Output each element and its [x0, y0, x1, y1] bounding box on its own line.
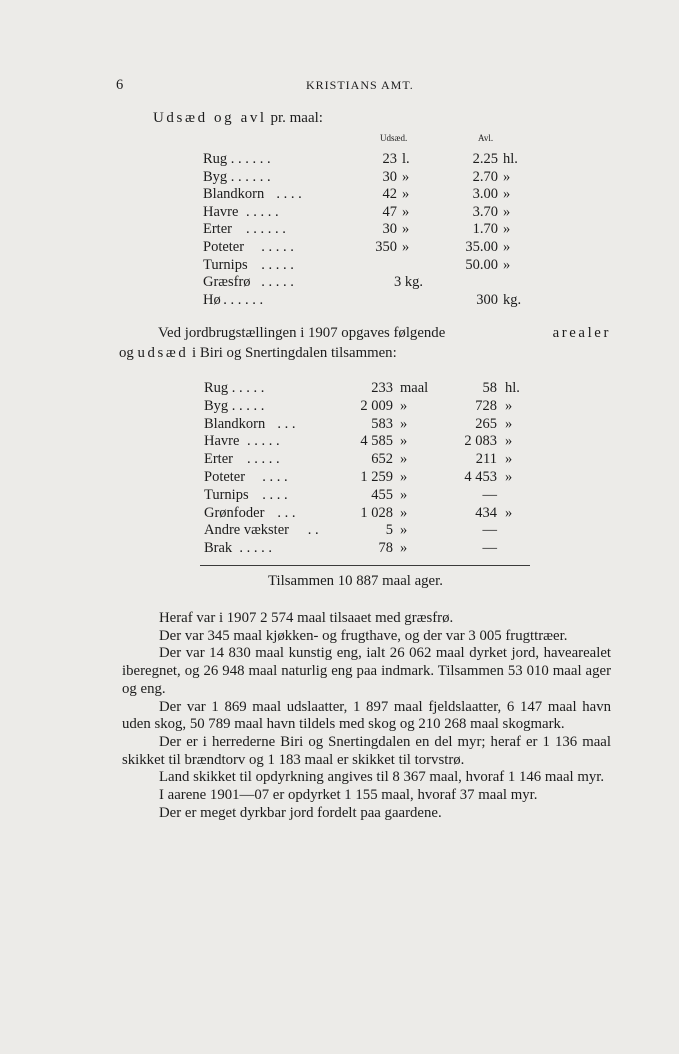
- table2-dots: . . . .: [262, 469, 288, 485]
- table2-yield: —: [482, 522, 497, 539]
- table1-dots: . . . . . .: [246, 221, 286, 238]
- table1-dots: . . . . .: [246, 203, 279, 220]
- body-paragraph: Heraf var i 1907 2 574 maal tilsaaet med græsfrø.: [159, 610, 454, 626]
- table1-yield: 3.00: [472, 186, 498, 203]
- table1-yield-unit: »: [503, 186, 511, 203]
- table1-dots: . . . .: [276, 186, 302, 203]
- table2-yield-unit: »: [505, 397, 513, 414]
- intro-line-1: [158, 325, 611, 342]
- table2-dots: . . . . .: [231, 380, 265, 396]
- table1-seed-unit: »: [402, 186, 410, 203]
- table1-seed: 350: [375, 239, 397, 255]
- table2-dots: . . .: [277, 504, 296, 521]
- table1-seed: 30: [382, 168, 397, 185]
- table1-yield-unit: »: [503, 239, 511, 255]
- table1-yield-unit: hl.: [503, 151, 518, 167]
- table2-crop: Havre: [204, 433, 240, 450]
- table1-yield: 300: [476, 291, 498, 308]
- table2-crop: Turnips: [204, 486, 249, 503]
- table1-seed: 23: [382, 151, 397, 167]
- table2-area-unit: »: [400, 522, 408, 539]
- table2-dots: . . . . .: [239, 540, 273, 557]
- table1-yield: 50.00: [465, 256, 498, 273]
- table1-yield: 1.70: [472, 221, 498, 238]
- table2-dots: . . . .: [262, 486, 288, 503]
- table1-seed: 42: [382, 186, 397, 203]
- table2-area-unit: maal: [400, 380, 429, 396]
- table2-dots: . . . . .: [247, 451, 280, 468]
- table1-crop: Poteter: [203, 239, 245, 255]
- table1-heading-spaced: Udsæd og avl: [153, 110, 267, 126]
- body-paragraph: Der er i herrederne Biri og Snertingdalen en del myr; heraf er 1 136 maal skikket til brændtorv og 1 183 maal er skikket til torvstrø.: [122, 733, 611, 768]
- body-paragraph: Der var 345 maal kjøkken- og frugthave, og der var 3 005 frugttræer.: [159, 627, 568, 644]
- table2-area: 78: [378, 540, 393, 557]
- table1-heading: [153, 110, 323, 127]
- table2-area-unit: »: [400, 469, 408, 485]
- table1-yield-unit: »: [503, 203, 511, 220]
- table1-col-yield: Avl.: [478, 133, 494, 143]
- table1-crop: Havre: [203, 203, 239, 220]
- table2-dots: . .: [307, 522, 319, 539]
- table1-dots: . . . . . .: [223, 291, 264, 308]
- table2-area-unit: »: [400, 415, 408, 432]
- table2-yield: —: [482, 486, 497, 503]
- table2-area-unit: »: [400, 540, 408, 557]
- table2-yield-unit: »: [505, 504, 513, 521]
- intro-text-2: i Biri og Snertingdalen tilsammen:: [192, 345, 397, 361]
- table2-area: 5: [385, 522, 393, 539]
- table2-area: 233: [371, 380, 393, 396]
- table2-crop: Grønfoder: [204, 504, 265, 521]
- table2-crop: Erter: [204, 451, 233, 468]
- table2-total: Tilsammen 10 887 maal ager.: [268, 573, 443, 589]
- table2-yield: 265: [475, 415, 497, 432]
- table2-area-unit: »: [400, 486, 408, 503]
- table2-area: 652: [371, 451, 393, 468]
- table1-seed-unit: »: [402, 203, 410, 220]
- body-paragraph: Der var 14 830 maal kunstig eng, ialt 26 062 maal dyrket jord, havearealet iberegnet, og 26 948 maal naturlig eng paa indmark. Tilsammen 53 010 maal ager og eng.: [122, 645, 611, 697]
- body-paragraph: Der var 1 869 maal udslaatter, 1 897 maal fjeldslaatter, 6 147 maal havn uden skog, 50 789 maal havn tildels med skog og 210 268 maal skogmark.: [122, 698, 611, 733]
- table2-area-unit: »: [400, 397, 408, 414]
- intro-line-2: [119, 345, 397, 362]
- table2-area: 1 259: [360, 469, 393, 485]
- table1-dots: . . . . . .: [230, 168, 271, 185]
- table1-yield-unit: »: [503, 168, 511, 185]
- table2-yield-unit: »: [505, 433, 513, 450]
- running-title: KRISTIANS AMT.: [306, 78, 414, 92]
- table2-dots: . . . . .: [247, 433, 280, 450]
- table1-crop: Byg: [203, 168, 228, 185]
- table2-crop: Brak: [204, 540, 233, 557]
- table1-dots: . . . . . .: [230, 151, 271, 167]
- table2-dots: . . .: [277, 415, 296, 432]
- table1-crop: Turnips: [203, 256, 248, 273]
- intro-spaced-1: arealer: [552, 325, 611, 341]
- table1-crop: Rug: [203, 151, 228, 167]
- page-number: 6: [116, 77, 124, 93]
- intro-spaced-2: udsæd: [137, 345, 189, 361]
- body-paragraph: Land skikket til opdyrkning angives til 8 367 maal, hvoraf 1 146 maal myr.: [159, 769, 605, 786]
- table2-area: 4 585: [360, 433, 393, 450]
- table1-yield: 35.00: [465, 239, 498, 255]
- table2-yield-unit: »: [505, 451, 513, 468]
- table1-seed-unit: »: [402, 239, 410, 255]
- table2-yield: 728: [475, 397, 497, 414]
- table1-crop: Græsfrø: [203, 274, 251, 291]
- table1-crop: Blandkorn: [203, 186, 265, 203]
- table2-yield: 58: [482, 380, 497, 396]
- table1-seed-unit: »: [402, 221, 410, 238]
- table1-seed: 3 kg.: [394, 274, 423, 291]
- table2-crop: Poteter: [204, 469, 246, 485]
- table1-seed: 30: [382, 221, 397, 238]
- table2-yield: 211: [475, 451, 497, 468]
- table1-crop: Hø: [203, 291, 221, 308]
- table1-yield-unit: kg.: [503, 291, 522, 308]
- table2-dots: . . . . .: [231, 397, 265, 414]
- total-rule: [200, 565, 530, 566]
- table1-crop: Erter: [203, 221, 232, 238]
- table2-yield: 2 083: [464, 433, 497, 450]
- table2-crop: Rug: [204, 380, 229, 396]
- table2-crop: Byg: [204, 397, 229, 414]
- table2-area-unit: »: [400, 451, 408, 468]
- table1-seed-unit: »: [402, 168, 410, 185]
- body-paragraph: Der er meget dyrkbar jord fordelt paa gaardene.: [159, 804, 442, 821]
- table1-yield: 3.70: [472, 203, 498, 220]
- intro-prefix-2: og: [119, 345, 134, 361]
- table2-yield-unit: hl.: [505, 380, 520, 396]
- table1-yield-unit: »: [503, 221, 511, 238]
- table1-seed-unit: l.: [402, 151, 410, 167]
- table2-area: 2 009: [360, 397, 393, 414]
- table2-yield: —: [482, 540, 497, 557]
- table1-seed: 47: [382, 203, 397, 220]
- table2-area-unit: »: [400, 433, 408, 450]
- intro-text-1: Ved jordbrugstællingen i 1907 opgaves følgende: [158, 325, 446, 341]
- table2-crop: Andre vækster: [204, 522, 289, 539]
- table2-yield-unit: »: [505, 469, 513, 485]
- table2-area-unit: »: [400, 504, 408, 521]
- body-paragraph: I aarene 1901—07 er opdyrket 1 155 maal, hvoraf 37 maal myr.: [159, 787, 538, 804]
- table1-yield: 2.25: [472, 151, 498, 167]
- body-paragraphs: [122, 610, 611, 822]
- table1-dots: . . . . .: [261, 239, 294, 255]
- table1-col-seed: Udsæd.: [380, 133, 408, 143]
- table1-dots: . . . . .: [261, 256, 294, 273]
- table2-area: 583: [371, 415, 393, 432]
- table2-area: 1 028: [360, 504, 393, 521]
- table1-yield-unit: »: [503, 256, 511, 273]
- table1-heading-rest: pr. maal:: [270, 110, 323, 126]
- table2-yield: 4 453: [464, 469, 497, 485]
- table1-yield: 2.70: [472, 168, 498, 185]
- table2-yield: 434: [475, 504, 497, 521]
- table2-crop: Blandkorn: [204, 415, 266, 432]
- table1-dots: . . . . .: [261, 274, 294, 291]
- table2-yield-unit: »: [505, 415, 513, 432]
- table2-area: 455: [371, 486, 393, 503]
